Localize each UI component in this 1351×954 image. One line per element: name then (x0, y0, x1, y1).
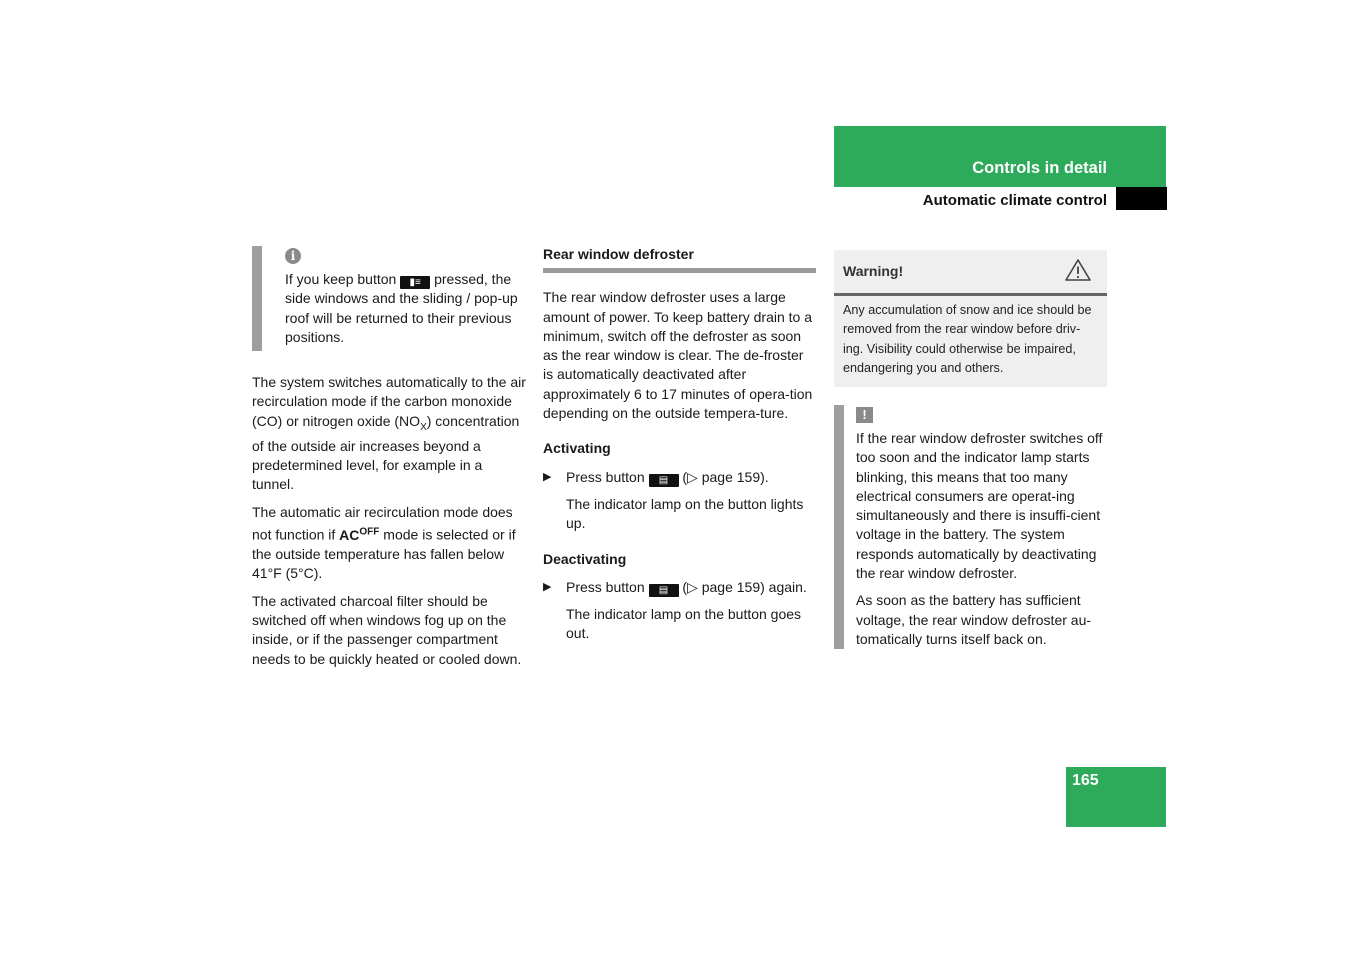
column-left (252, 246, 527, 669)
warning-box (834, 250, 1107, 387)
caution-text-2: As soon as the battery has sufficient voltage, the rear window defroster au-tomatically turns itself back on. (856, 592, 1092, 647)
deactivate-result: The indicator lamp on the button goes out. (566, 606, 802, 642)
step-deactivate: ▶ Press button ▤ (▷ page 159) again. (543, 578, 807, 596)
column-middle (543, 245, 816, 644)
defroster-intro: The rear window defroster uses a large amount of power. To keep battery drain to a minimum, switch off the defroster as soon as the rear window is clear. The de-froster is automatically deactivated after approximately 6 to 17 minutes of opera-tion depending on the outside tempera-ture. (543, 289, 813, 422)
heading-deactivating: Deactivating (543, 550, 627, 567)
bullet-icon: ▶ (543, 470, 552, 483)
paragraph-ac-off: The automatic air recirculation mode does not function if $AC^{OFF}$ mode is selected or if the outside temperature has fallen below 41°F (5°C). (252, 503, 516, 582)
paragraph-recirculation: The system switches automatically to the air recirculation mode if the carbon monoxide (CO) or nitrogen oxide $(NO_X)$ concentration of the outside air increases beyond a predetermined level, for example in a tunnel. (252, 374, 526, 493)
ac-off-label: $AC^{OFF}$ (339, 526, 380, 543)
page-number: 165 (1072, 772, 1099, 789)
section-title: Controls in detail (972, 159, 1107, 177)
rear-defroster-button-icon: ▤ (649, 474, 679, 487)
info-note-text: If you keep button ▮≡ pressed, the side windows and the sliding / pop-up roof will be returned to their previous positions. (285, 271, 518, 345)
info-icon: i (285, 248, 301, 264)
heading-activating: Activating (543, 440, 611, 457)
subsection-title: Automatic climate control (922, 192, 1107, 209)
step-activate: ▶ Press button ▤ (▷ page 159). (543, 468, 769, 486)
exclamation-icon: ! (856, 407, 873, 423)
header-marker (1116, 187, 1167, 210)
activate-result: The indicator lamp on the button lights up. (566, 495, 804, 532)
warning-triangle-icon (1065, 258, 1091, 282)
warning-header (834, 250, 1107, 296)
rear-defroster-button-icon: ▤ (649, 584, 679, 597)
info-note (252, 246, 527, 351)
window-close-button-icon: ▮≡ (400, 276, 430, 289)
heading-rear-window-defroster: Rear window defroster (543, 245, 816, 273)
warning-title: Warning! (843, 263, 904, 279)
paragraph-charcoal-filter: The activated charcoal filter should be switched off when windows fog up on the inside, or if the passenger compartment needs to be quickly heated or cooled down. (252, 592, 522, 667)
bullet-icon: ▶ (543, 580, 552, 593)
page-number-box (1066, 767, 1166, 827)
caution-note (834, 405, 1107, 649)
warning-text: Any accumulation of snow and ice should be removed from the rear window before driv-ing. Visibility could otherwise be impaired, endangering you and others. (843, 303, 1092, 376)
caution-text-1: If the rear window defroster switches off too soon and the indicator lamp starts blinking, this means that too many electrical consumers are operat-ing simultaneously and there is insuffi-cient voltage in the battery. The system responds automatically by deactivating the rear window defroster. (856, 430, 1103, 582)
